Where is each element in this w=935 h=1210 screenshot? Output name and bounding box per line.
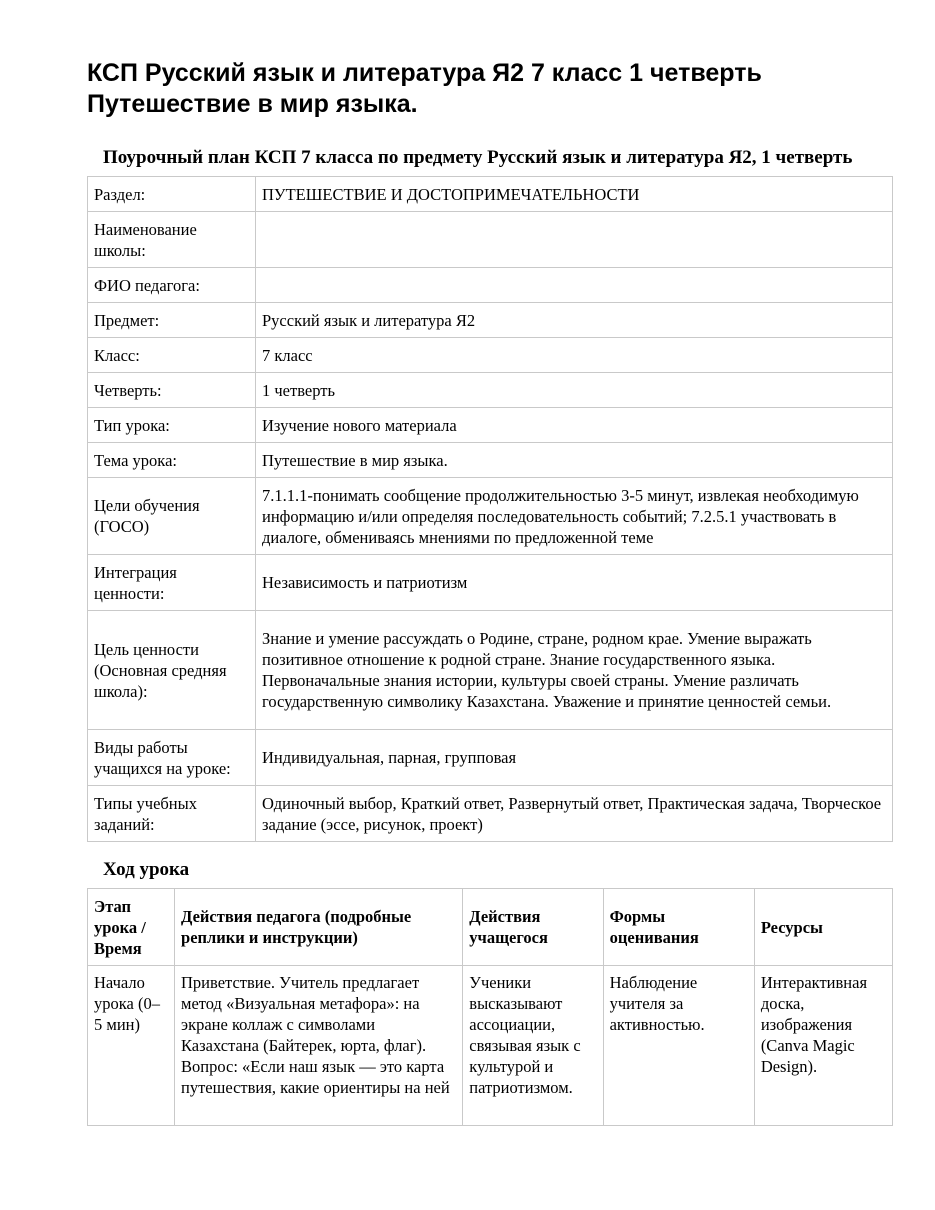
plan-label: Класс:	[88, 338, 256, 373]
plan-value	[256, 212, 893, 268]
plan-value: Путешествие в мир языка.	[256, 443, 893, 478]
plan-value: Изучение нового материала	[256, 408, 893, 443]
document-page	[87, 58, 893, 1126]
document-title	[87, 58, 893, 120]
plan-value: Независимость и патриотизм	[256, 555, 893, 611]
plan-label: Наименование школы:	[88, 212, 256, 268]
plan-value: 7 класс	[256, 338, 893, 373]
plan-value	[256, 268, 893, 303]
plan-label: Раздел:	[88, 177, 256, 212]
plan-label: Тема урока:	[88, 443, 256, 478]
plan-row-value-integration	[88, 555, 893, 611]
plan-row-grade	[88, 338, 893, 373]
cell-teacher-actions: Приветствие. Учитель предлагает метод «Визуальная метафора»: на экране коллаж с символами Казахстана (Байтерек, юрта, флаг). Вопрос: «Если наш язык — это карта путешествия, какие ориентиры на ней	[175, 966, 463, 1126]
cell-stage: Начало урока (0–5 мин)	[88, 966, 175, 1126]
plan-row-work-types	[88, 730, 893, 786]
plan-row-subject	[88, 303, 893, 338]
plan-value: 1 четверть	[256, 373, 893, 408]
plan-value: Знание и умение рассуждать о Родине, стране, родном крае. Умение выражать позитивное отношение к родной стране. Знание государственного языка. Первоначальные знания истории, культуры своей страны. Умение различать государственную символику Казахстана. Уважение и принятие ценностей семьи.	[256, 611, 893, 730]
column-header-assessment: Формы оценивания	[603, 889, 754, 966]
plan-label: Типы учебных заданий:	[88, 786, 256, 842]
plan-row-value-goal	[88, 611, 893, 730]
plan-label: Четверть:	[88, 373, 256, 408]
plan-row-learning-goals	[88, 478, 893, 555]
plan-label: Цель ценности (Основная средняя школа):	[88, 611, 256, 730]
plan-value: Русский язык и литература Я2	[256, 303, 893, 338]
plan-label: ФИО педагога:	[88, 268, 256, 303]
plan-row-quarter	[88, 373, 893, 408]
plan-value: Индивидуальная, парная, групповая	[256, 730, 893, 786]
lesson-table	[87, 888, 893, 1126]
plan-heading: Поурочный план КСП 7 класса по предмету Русский язык и литература Я2, 1 четверть	[103, 147, 853, 168]
plan-row-task-types	[88, 786, 893, 842]
column-header-resources: Ресурсы	[754, 889, 892, 966]
plan-row-school	[88, 212, 893, 268]
plan-label: Цели обучения (ГОСО)	[88, 478, 256, 555]
plan-label: Виды работы учащихся на уроке:	[88, 730, 256, 786]
plan-label: Интеграция ценности:	[88, 555, 256, 611]
plan-label: Предмет:	[88, 303, 256, 338]
plan-table	[87, 176, 893, 842]
plan-value: Одиночный выбор, Краткий ответ, Развернутый ответ, Практическая задача, Творческое задание (эссе, рисунок, проект)	[256, 786, 893, 842]
cell-resources: Интерактивная доска, изображения (Canva Magic Design).	[754, 966, 892, 1126]
column-header-stage: Этап урока / Время	[88, 889, 175, 966]
column-header-students: Действия учащегося	[463, 889, 603, 966]
cell-student-actions: Ученики высказывают ассоциации, связывая язык с культурой и патриотизмом.	[463, 966, 603, 1126]
column-header-teacher: Действия педагога (подробные реплики и инструкции)	[175, 889, 463, 966]
lesson-header-row	[88, 889, 893, 966]
plan-label: Тип урока:	[88, 408, 256, 443]
lesson-heading: Ход урока	[103, 859, 190, 880]
plan-value: 7.1.1.1-понимать сообщение продолжительностью 3-5 минут, извлекая необходимую информацию и/или определяя последовательность событий; 7.2.5.1 участвовать в диалоге, обмениваясь мнениями по предложенной теме	[256, 478, 893, 555]
plan-row-teacher	[88, 268, 893, 303]
plan-value: ПУТЕШЕСТВИЕ И ДОСТОПРИМЕЧАТЕЛЬНОСТИ	[256, 177, 893, 212]
document-title-line1: КСП Русский язык и литература Я2 7 класс 1 четверть	[87, 59, 762, 87]
cell-assessment: Наблюдение учителя за активностью.	[603, 966, 754, 1126]
document-title-line2: Путешествие в мир языка.	[87, 90, 418, 118]
plan-row-lesson-type	[88, 408, 893, 443]
plan-row-section	[88, 177, 893, 212]
table-row	[88, 966, 893, 1126]
plan-row-lesson-topic	[88, 443, 893, 478]
